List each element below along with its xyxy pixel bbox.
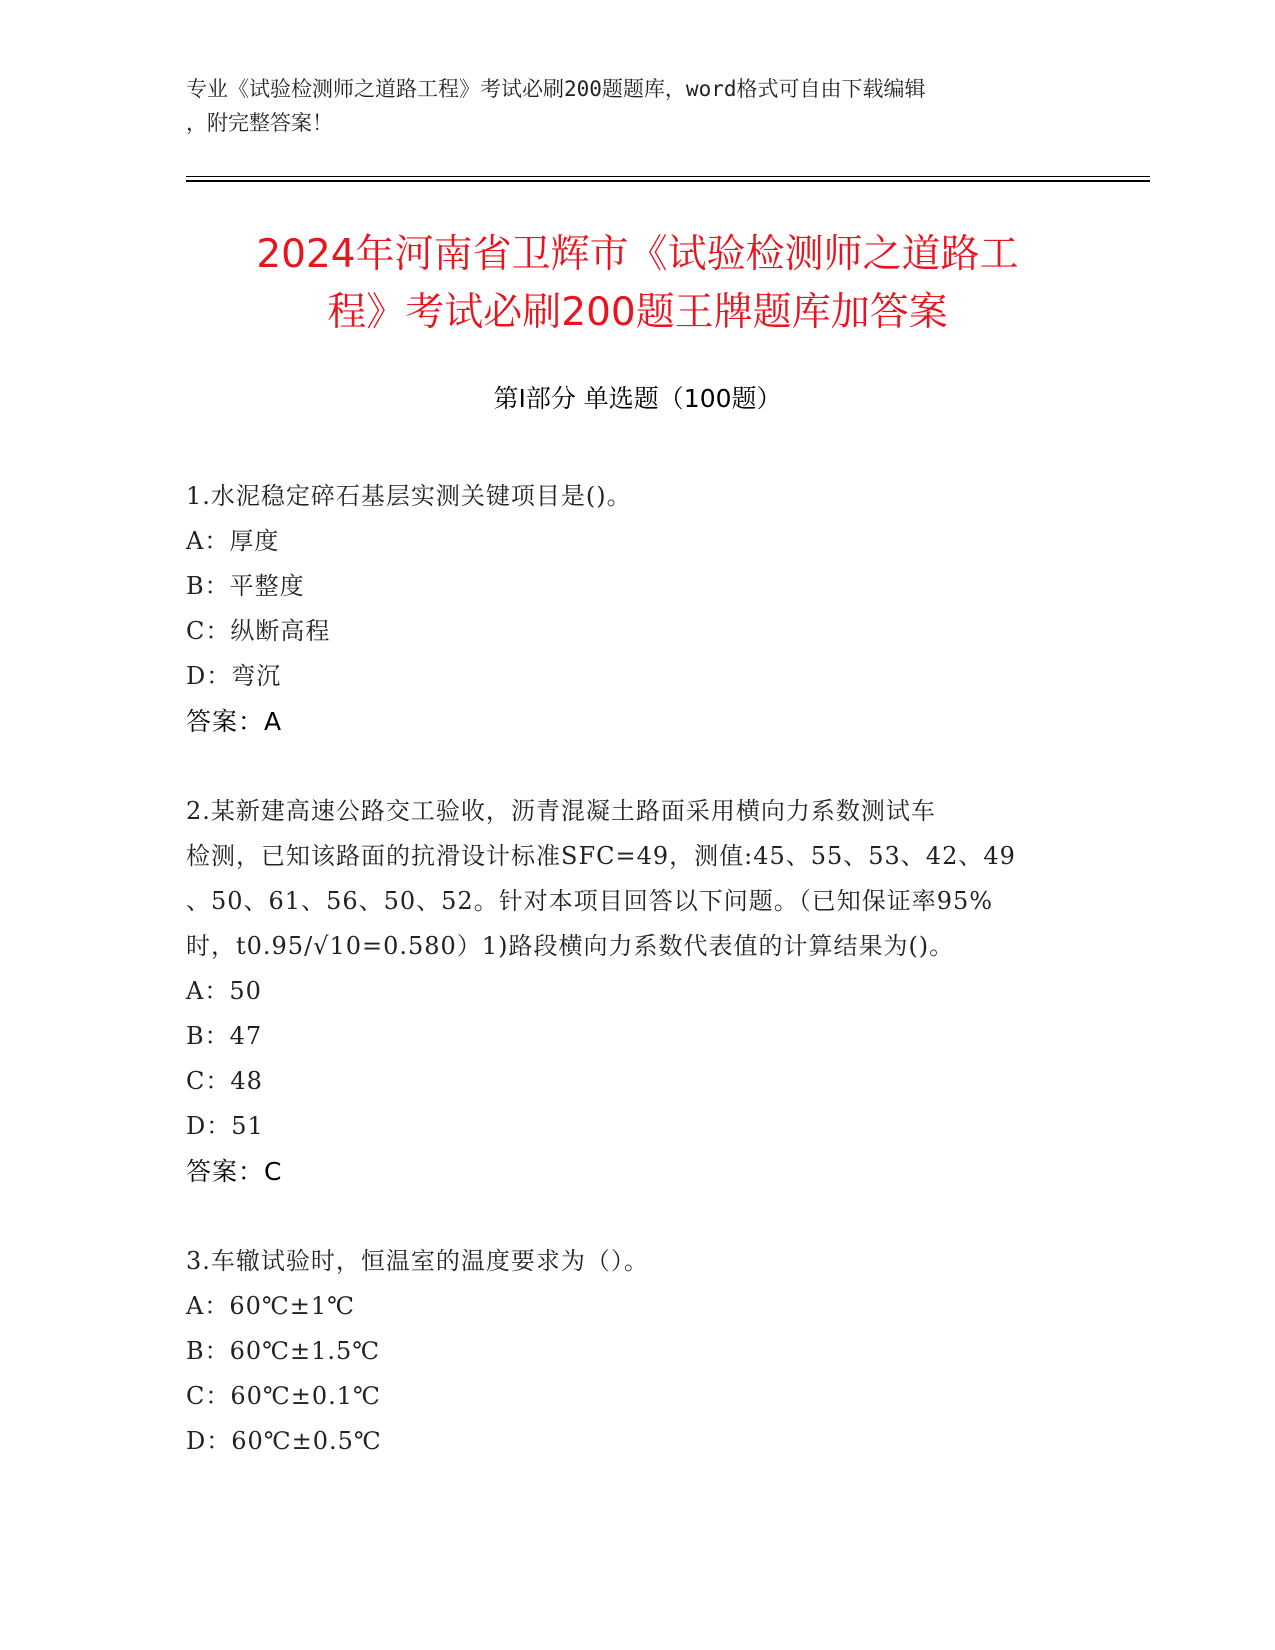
option-a: A：60℃±1℃ <box>186 1292 355 1320</box>
option-d: D：弯沉 <box>186 662 282 690</box>
question-stem-line: 时，t0.95/√10=0.580）1)路段横向力系数代表值的计算结果为()。 <box>186 932 955 960</box>
header-divider-thin <box>186 176 1150 177</box>
header-note: 专业《试验检测师之道路工程》考试必刷200题题库，word格式可自由下载编辑 ，附完整答案！ <box>186 77 926 135</box>
option-a: A：50 <box>186 977 262 1005</box>
answer: 答案：C <box>186 1157 283 1186</box>
option-d: D：60℃±0.5℃ <box>186 1427 382 1455</box>
question-1 <box>186 474 1086 744</box>
option-b: B：60℃±1.5℃ <box>186 1337 381 1365</box>
question-stem: 1.水泥稳定碎石基层实测关键项目是()。 <box>186 482 632 510</box>
option-c: C：48 <box>186 1067 263 1095</box>
section-heading: 第I部分 单选题（100题） <box>493 384 782 413</box>
question-3 <box>186 1239 1086 1464</box>
header-divider-thick <box>186 180 1150 182</box>
title-line-2: 程》考试必刷200题王牌题库加答案 <box>327 290 948 335</box>
question-stem-line: 、50、61、56、50、52。针对本项目回答以下问题。（已知保证率95% <box>186 887 994 915</box>
question-stem: 3.车辙试验时，恒温室的温度要求为（）。 <box>186 1247 649 1275</box>
option-a: A：厚度 <box>186 527 280 555</box>
option-b: B：平整度 <box>186 572 305 600</box>
question-2 <box>186 789 1086 1194</box>
option-d: D：51 <box>186 1112 264 1140</box>
title-line-1: 2024年河南省卫辉市《试验检测师之道路工 <box>256 232 1019 277</box>
question-list <box>186 474 1086 1509</box>
option-c: C：60℃±0.1℃ <box>186 1382 381 1410</box>
question-stem-line: 检测，已知该路面的抗滑设计标准SFC=49，测值:45、55、53、42、49 <box>186 842 1016 870</box>
option-b: B：47 <box>186 1022 263 1050</box>
answer: 答案：A <box>186 707 283 736</box>
document-title <box>150 226 1125 342</box>
question-stem-line: 2.某新建高速公路交工验收，沥青混凝土路面采用横向力系数测试车 <box>186 797 936 825</box>
option-c: C：纵断高程 <box>186 617 331 645</box>
